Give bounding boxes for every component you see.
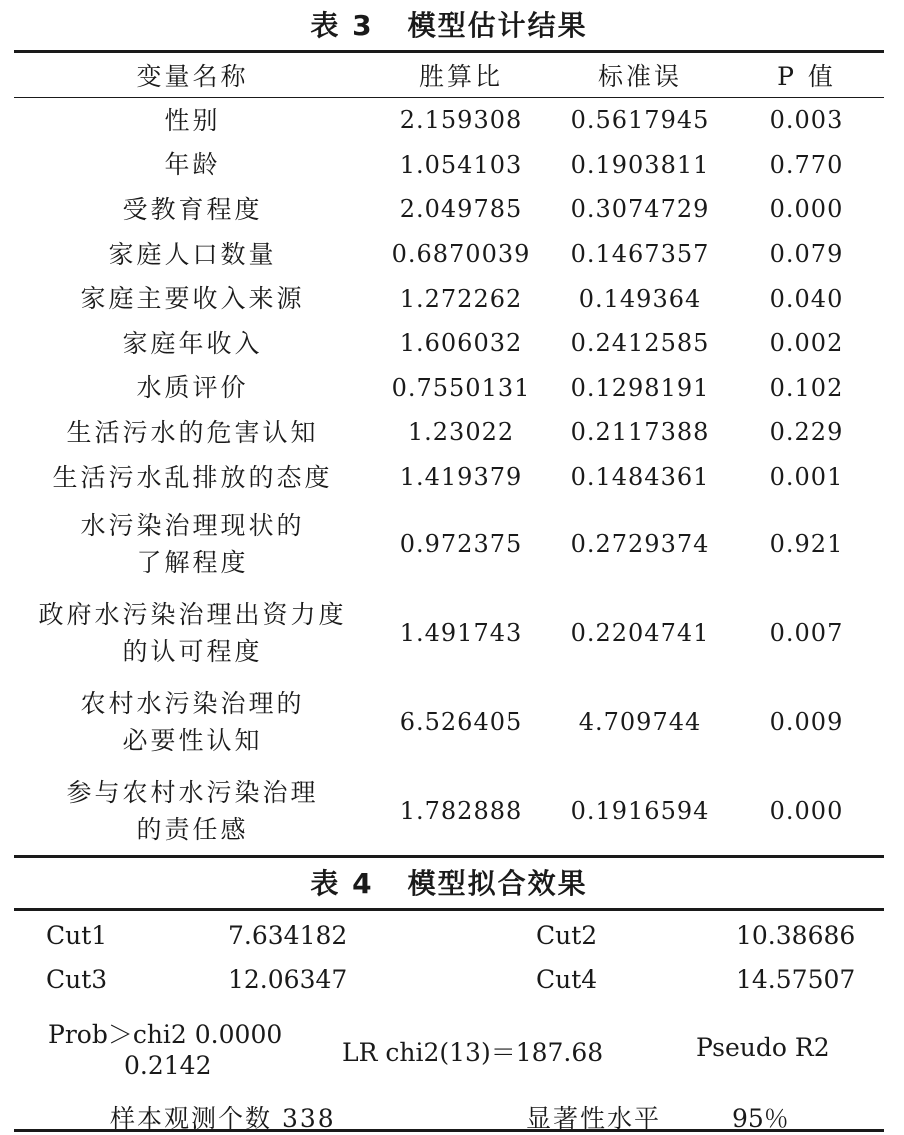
variable-name: 家庭主要收入来源	[80, 284, 305, 314]
table-row	[14, 588, 884, 677]
table3-title	[14, 0, 884, 50]
odds-ratio-cell: 2.049785	[399, 195, 523, 224]
variable-name: 家庭年收入	[122, 328, 263, 358]
variable-name: 性别	[164, 105, 221, 135]
variable-name-line: 政府水污染治理出资力度	[38, 599, 347, 629]
sample-size-label: 样本观测个数 338	[110, 1104, 336, 1134]
p-value-cell: 0.770	[769, 150, 844, 179]
cut3-value: 12.06347	[228, 965, 348, 995]
table3-number: 表 3	[310, 9, 374, 42]
variable-name: 生活污水的危害认知	[66, 417, 319, 447]
p-value-cell: 0.102	[769, 373, 844, 402]
header-p-value: P 值	[777, 62, 836, 91]
odds-ratio-cell: 1.606032	[399, 329, 523, 358]
table4-caption: 模型拟合效果	[407, 867, 588, 901]
variable-name: 家庭人口数量	[108, 239, 277, 269]
p-value-cell: 0.229	[769, 418, 844, 447]
table-row	[14, 499, 884, 588]
significance-value: 95％	[732, 1104, 789, 1134]
table-row	[14, 766, 884, 855]
odds-ratio-cell: 1.491743	[399, 618, 523, 647]
prob-chi2-label: Prob＞chi2 0.0000	[48, 1020, 283, 1050]
table-row	[14, 677, 884, 766]
p-value-cell: 0.040	[769, 284, 844, 313]
std-error-cell: 0.2204741	[570, 618, 710, 647]
header-odds-ratio: 胜算比	[418, 62, 503, 91]
table4-title	[14, 858, 884, 908]
variable-name: 生活污水乱排放的态度	[52, 462, 333, 492]
table-row	[14, 410, 884, 455]
p-value-cell: 0.007	[769, 618, 844, 647]
variable-name-line: 水污染治理现状的	[80, 510, 305, 540]
odds-ratio-cell: 0.7550131	[391, 373, 531, 402]
cut3-label: Cut3	[46, 965, 108, 995]
odds-ratio-cell: 0.972375	[399, 529, 523, 558]
odds-ratio-cell: 0.6870039	[391, 240, 531, 269]
std-error-cell: 4.709744	[578, 707, 702, 736]
variable-name	[14, 588, 371, 677]
table3-caption: 模型估计结果	[407, 9, 588, 42]
cut1-label: Cut1	[46, 921, 108, 951]
variable-name: 年龄	[164, 150, 221, 180]
std-error-cell: 0.3074729	[570, 195, 710, 224]
odds-ratio-cell: 1.23022	[407, 418, 515, 447]
table-row	[14, 98, 884, 143]
variable-name	[14, 499, 371, 588]
p-value-cell: 0.001	[769, 463, 844, 492]
variable-name-line: 必要性认知	[122, 725, 263, 755]
variable-name-line: 农村水污染治理的	[80, 688, 305, 718]
variable-name	[14, 766, 371, 855]
header-variable-name: 变量名称	[136, 62, 249, 91]
variable-name-line: 的责任感	[136, 814, 249, 844]
variable-name-line: 了解程度	[136, 547, 249, 577]
variable-name: 受教育程度	[122, 194, 263, 224]
table-row	[14, 366, 884, 411]
table-row	[14, 321, 884, 366]
estimation-table	[14, 53, 884, 855]
table3-header-row	[14, 53, 884, 97]
odds-ratio-cell: 1.272262	[399, 284, 523, 313]
significance-label: 显著性水平	[526, 1104, 662, 1134]
std-error-cell: 0.2412585	[570, 329, 710, 358]
cut1-value: 7.634182	[228, 921, 348, 951]
lr-chi2-label: LR chi2(13)＝187.68	[342, 1038, 604, 1068]
p-value-cell: 0.003	[769, 106, 844, 135]
table-row	[14, 143, 884, 188]
model-fit-table	[14, 911, 884, 1134]
cut4-value: 14.57507	[736, 965, 856, 995]
p-value-cell: 0.000	[769, 195, 844, 224]
variable-name-line: 参与农村水污染治理	[66, 777, 319, 807]
odds-ratio-cell: 1.054103	[399, 150, 523, 179]
std-error-cell: 0.5617945	[570, 106, 710, 135]
table-row	[14, 455, 884, 500]
std-error-cell: 0.2117388	[570, 418, 710, 447]
std-error-cell: 0.1484361	[570, 463, 710, 492]
std-error-cell: 0.1467357	[570, 240, 710, 269]
header-std-error: 标准误	[597, 62, 682, 91]
document-page	[14, 0, 884, 1132]
std-error-cell: 0.1916594	[570, 796, 710, 825]
std-error-cell: 0.1903811	[570, 150, 710, 179]
variable-name: 水质评价	[136, 373, 249, 403]
std-error-cell: 0.1298191	[570, 373, 710, 402]
table-row	[14, 187, 884, 232]
table-row	[14, 276, 884, 321]
pseudo-r2-label: Pseudo R2	[696, 1033, 830, 1063]
table4-number: 表 4	[310, 867, 374, 901]
variable-name	[14, 677, 371, 766]
table-row	[14, 232, 884, 277]
p-value-cell: 0.009	[769, 707, 844, 736]
p-value-cell: 0.079	[769, 240, 844, 269]
odds-ratio-cell: 2.159308	[399, 106, 523, 135]
variable-name-line: 的认可程度	[122, 636, 263, 666]
std-error-cell: 0.2729374	[570, 529, 710, 558]
std-error-cell: 0.149364	[578, 284, 702, 313]
cut4-label: Cut4	[536, 965, 598, 995]
cut2-value: 10.38686	[736, 921, 856, 951]
pseudo-r2-value: 0.2142	[124, 1051, 212, 1081]
cut2-label: Cut2	[536, 921, 598, 951]
p-value-cell: 0.002	[769, 329, 844, 358]
odds-ratio-cell: 1.782888	[399, 796, 523, 825]
p-value-cell: 0.000	[769, 796, 844, 825]
odds-ratio-cell: 6.526405	[399, 707, 523, 736]
p-value-cell: 0.921	[769, 529, 844, 558]
odds-ratio-cell: 1.419379	[399, 463, 523, 492]
